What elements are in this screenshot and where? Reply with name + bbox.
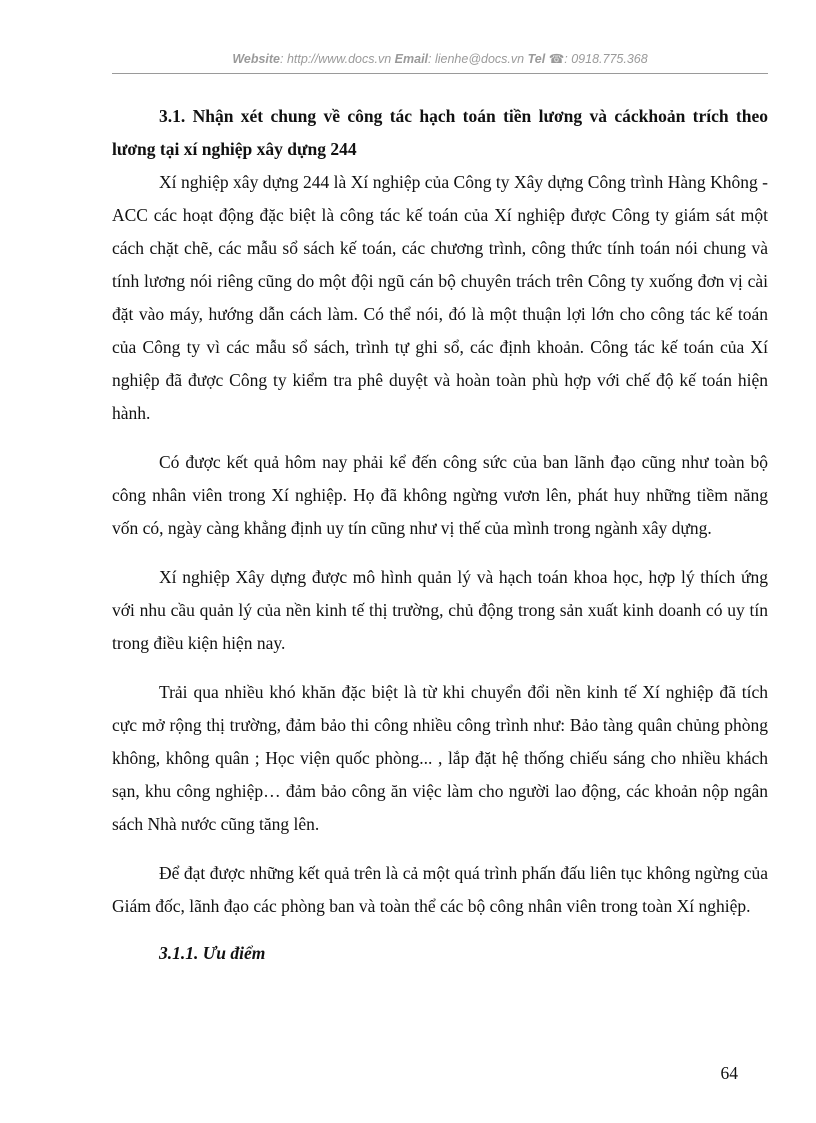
paragraph-1: Xí nghiệp xây dựng 244 là Xí nghiệp của Công ty Xây dựng Công trình Hàng Không - ACC các hoạt động đặc biệt là công tác kế toán của Xí nghiệp được Công ty giám sát một cách chặt chẽ, các mẫu sổ sách kế toán, các chương trình, công thức tính toán nói chung và tính lương nói riêng cũng do một đội ngũ cán bộ chuyên trách trên Công ty xuống đơn vị cài đặt vào máy, hướng dẫn cách làm. Có thể nói, đó là một thuận lợi lớn cho công tác kế toán của Công ty vì các mẫu sổ sách, trình tự ghi sổ, các định khoản. Công tác kế toán của Xí nghiệp đã được Công ty kiểm tra phê duyệt và hoàn toàn phù hợp với chế độ kế toán hiện hành. <box>112 172 768 423</box>
subsection-heading: 3.1.1. Ưu điểm <box>159 943 266 963</box>
page-header <box>112 50 768 68</box>
header-divider <box>112 73 768 74</box>
paragraph-2: Có được kết quả hôm nay phải kể đến công sức của ban lãnh đạo cũng như toàn bộ công nhân viên trong Xí nghiệp. Họ đã không ngừng vươn lên, phát huy những tiềm năng vốn có, ngày càng khẳng định uy tín cũng như vị thế của mình trong ngành xây dựng. <box>112 452 768 538</box>
paragraph-4: Trải qua nhiều khó khăn đặc biệt là từ khi chuyển đổi nền kinh tế Xí nghiệp đã tích cực mở rộng thị trường, đảm bảo thi công nhiều công trình như: Bảo tàng quân chủng phòng không, không quân ; Học viện quốc phòng... , lắp đặt hệ thống chiếu sáng cho nhiều khách sạn, khu công nghiệp… đảm bảo công ăn việc làm cho người lao động, các khoản nộp ngân sách Nhà nước cũng tăng lên. <box>112 682 768 834</box>
email-label: Email <box>394 52 429 66</box>
document-body <box>112 100 768 970</box>
tel-value: : 0918.775.368 <box>564 52 648 66</box>
tel-label: Tel <box>527 52 546 66</box>
email-value: : lienhe@docs.vn <box>428 52 525 66</box>
page-number: 64 <box>720 1063 738 1083</box>
paragraph-3: Xí nghiệp Xây dựng được mô hình quản lý và hạch toán khoa học, hợp lý thích ứng với nhu cầu quản lý của nền kinh tế thị trường, chủ động trong sản xuất kinh doanh có uy tín trong điều kiện hiện nay. <box>112 567 768 653</box>
section-heading: 3.1. Nhận xét chung về công tác hạch toán tiền lương và cáckhoản trích theo lương tại xí nghiệp xây dựng 244 <box>112 106 768 159</box>
phone-icon: ☎ <box>548 52 565 66</box>
paragraph-5: Để đạt được những kết quả trên là cả một quá trình phấn đấu liên tục không ngừng của Giám đốc, lãnh đạo các phòng ban và toàn thể các bộ công nhân viên trong toàn Xí nghiệp. <box>112 863 768 916</box>
website-label: Website <box>232 52 281 66</box>
website-value: : http://www.docs.vn <box>280 52 392 66</box>
